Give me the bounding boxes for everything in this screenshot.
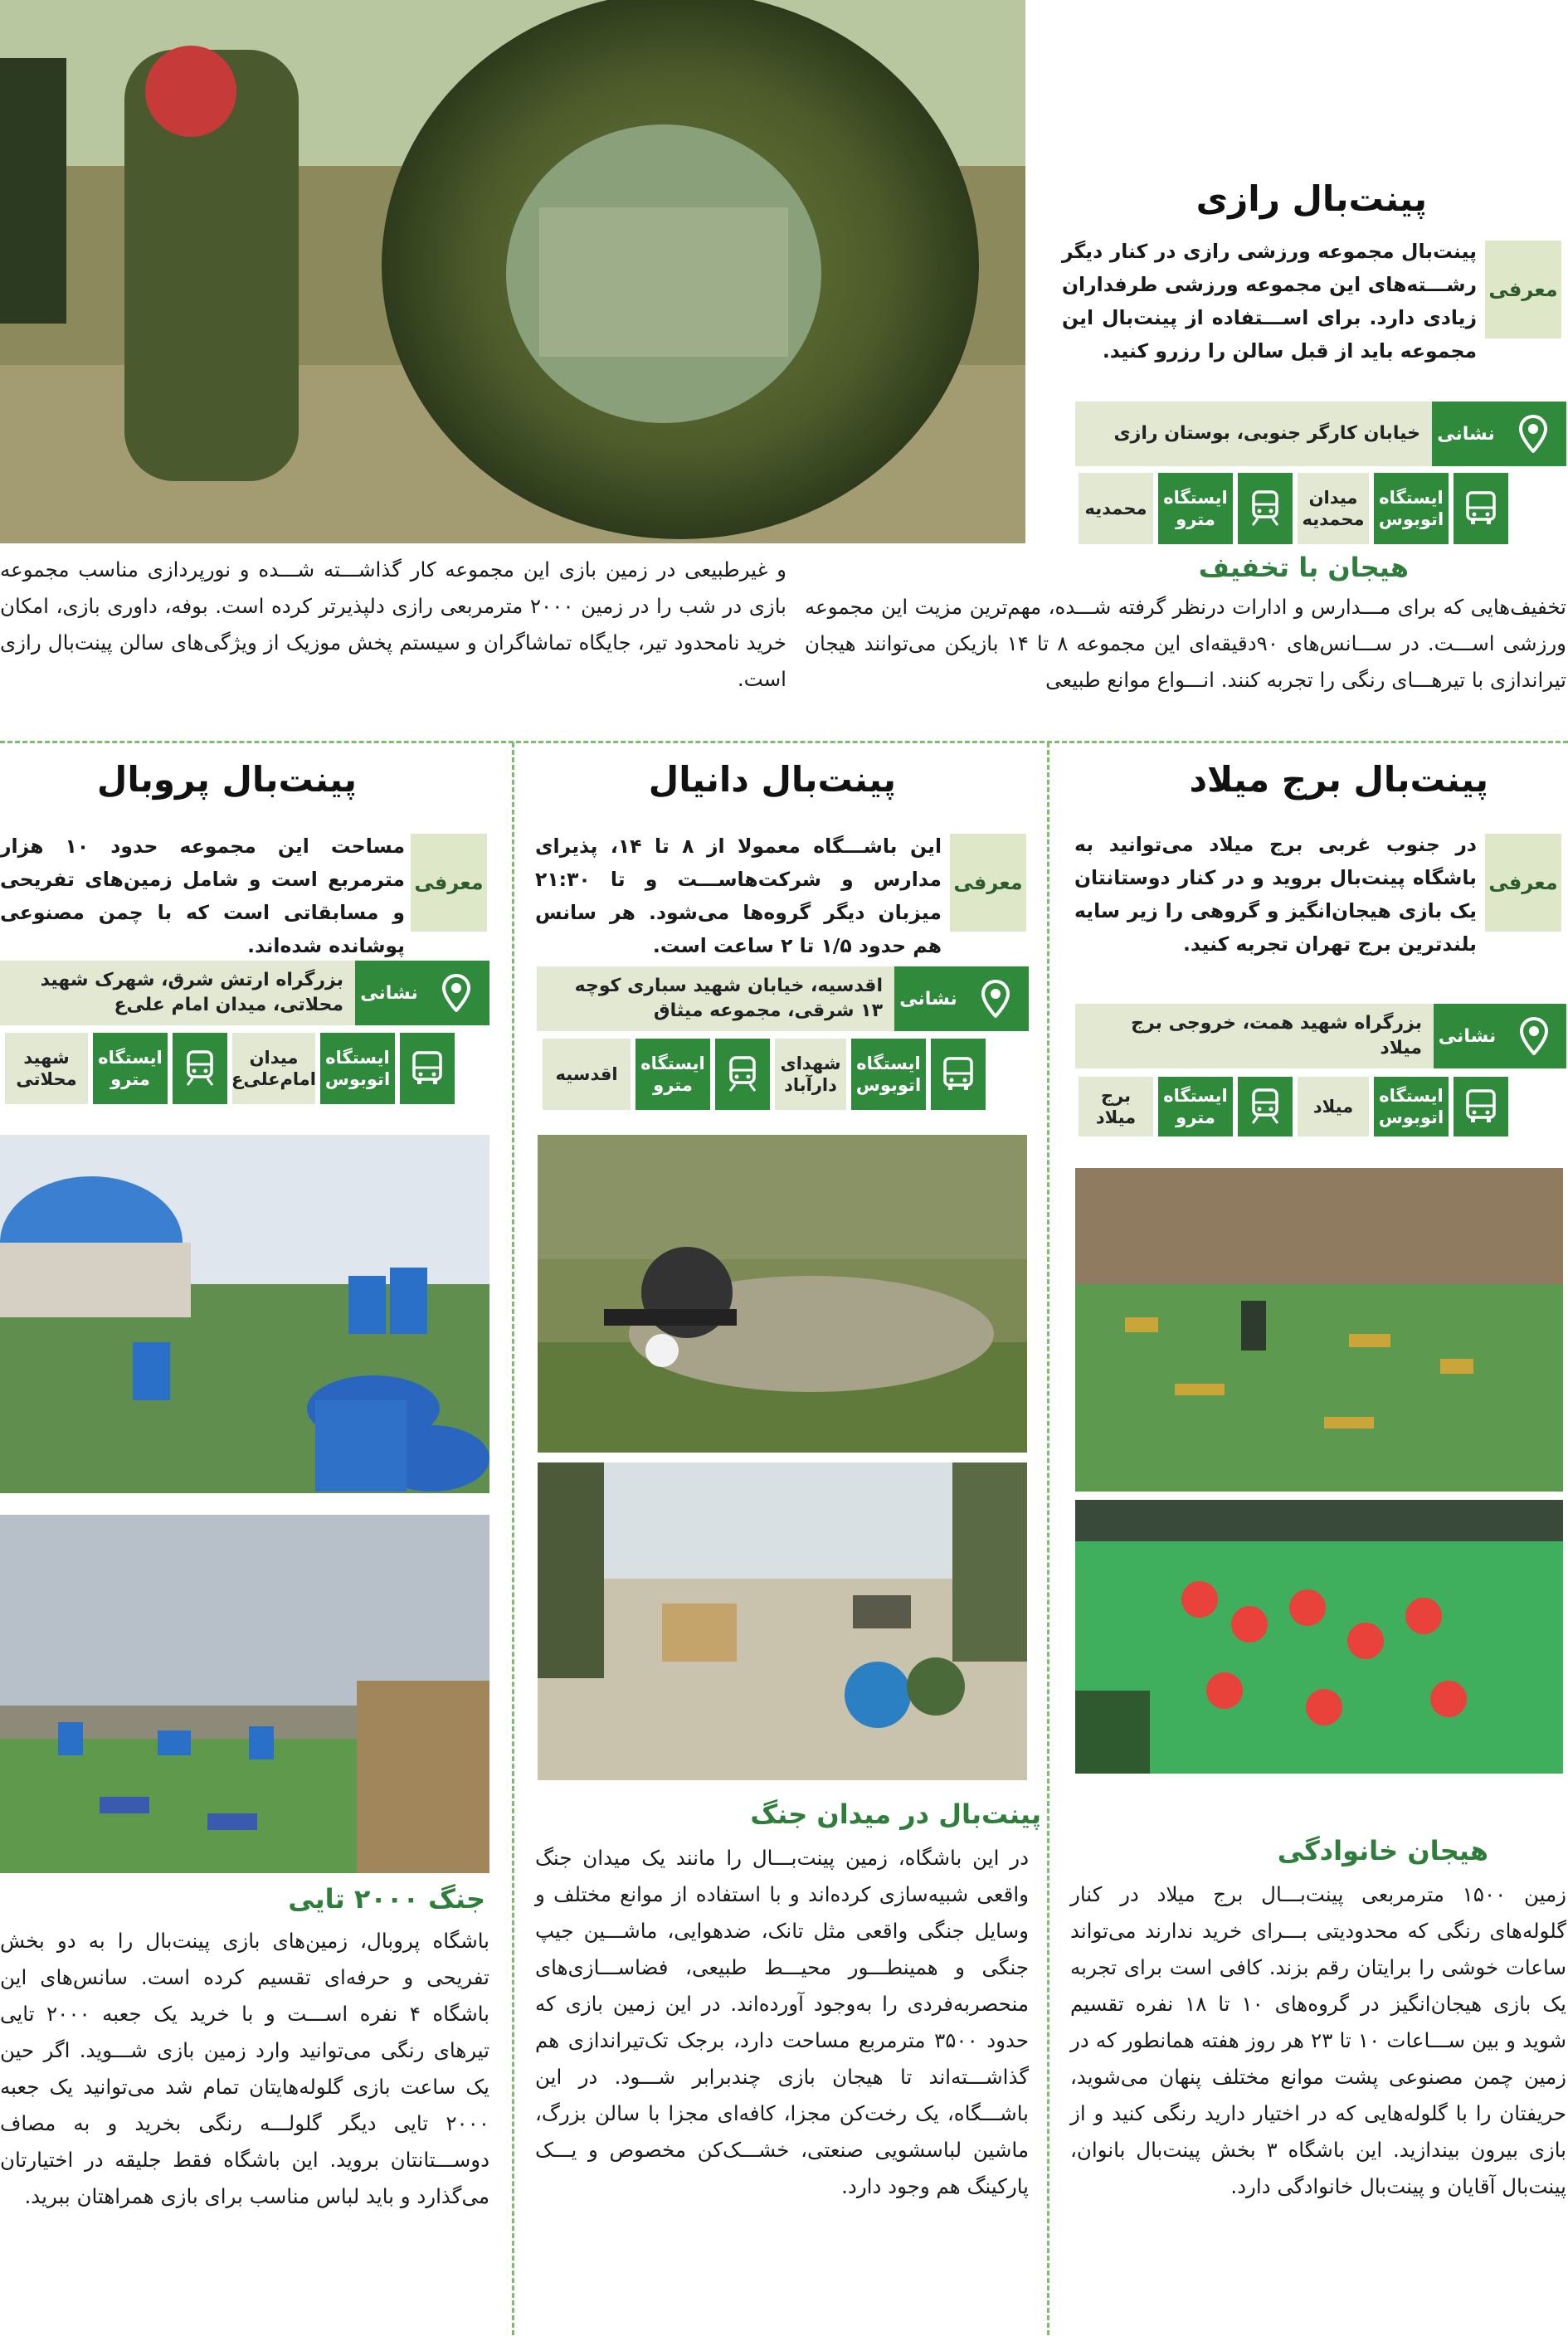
proball-address-label: نشانی [355,961,423,1025]
razi-body-left: و غیرطبیعی در زمین بازی این مجموعه کار گذاشـــته شـــده و نورپردازی مناسب مجموعه بازی در شب را در زمین ۲۰۰۰ مترمربعی رازی دلپذیرتر کرده است. بوفه، داوری بازی، امکان خرید نامحدود تیر، جایگاه تماشاگران و سیستم پخش موزیک از ویژگی‌های سالن پینت‌بال رازی است. [0,557,786,691]
razi-metro-value: محمدیه [1079,473,1153,544]
bus-icon [400,1033,455,1104]
proball-address-text: بزرگراه ارتش شرق، شهرک شهید محلاتی، میدان امام علی‌ع [40,970,343,1015]
danial-body: در این باشگاه، زمین پینت‌بـــال را مانند یک میدان جنگ واقعی شبیه‌سازی کرده‌اند و با استفاده از موانع مختلف و وسایل جنگی واقعی مثل تانک، ضدهوایی، ماشـــین جیپ جنگی و همینطـــور محیـــط طبیعی، فضاســـازی‌های منحصربه‌فردی را به‌وجود آورده‌اند. در این زمین بازی که حدود ۳۵۰۰ مترمربع مساحت دارد، برجک تک‌تیراندازی هم گذاشـــته‌اند تا هیجان بازی چندبرابر شـــود. در این باشـــگاه، یک رخت‌کن مجزا، کافه‌ای مجزا با سالن بزرگ، ماشین لباسشویی صنعتی، خشـــک‌کن مخصوص و یـــک پارکینگ هم وجود دارد. [535,1846,1030,2198]
milad-metro-label: ایستگاه مترو [1158,1077,1233,1136]
proball-address-row [0,961,489,1025]
section-divider [0,741,1568,743]
razi-address-row [1075,402,1566,466]
milad-subhead: هیجان خانوادگی [1277,1835,1488,1866]
danial-bus-label: ایستگاه اتوبوس [851,1039,926,1110]
danial-prone-player-photo [538,1135,1027,1453]
milad-address-text: بزرگراه شهید همت، خروجی برج میلاد [1131,1013,1423,1059]
proball-blue-barrels-photo [0,1135,489,1493]
milad-intro-text: در جنوب غربی برج میلاد می‌توانید به باشگاه پینت‌بال بروید و در کنار دوستانتان یک بازی هیجان‌انگیز و گروهی را زیر سایه بلندترین برج تهران تجربه کنید. [1074,833,1477,956]
proball-body: باشگاه پروبال، زمین‌های بازی پینت‌بال را به دو بخش تفریحی و حرفه‌ای تقسیم کرده است. سانس‌های این باشگاه ۴ نفره اســـت و با خرید یک جعبه ۲۰۰۰ تایی تیرهای رنگی می‌توانید وارد زمین بازی شـــوید. اگر حین یک ساعت بازی گلوله‌هایتان تمام شد می‌توانید یک جعبه ۲۰۰۰ تایی دیگر گلولـــه رنگی بخرید و به مصاف دوســـتانتان بروید. این باشگاه فقط جلیقه در اختیارتان می‌گذارد و باید لباس مناسب برای بازی همراهتان ببرید. [0,1929,489,2208]
proball-metro-label: ایستگاه مترو [93,1033,168,1104]
razi-subhead: هیجان با تخفیف [1198,552,1409,583]
razi-address-label: نشانی [1432,402,1500,466]
metro-train-icon [715,1039,770,1110]
location-pin-icon [1501,1004,1566,1068]
metro-train-icon [1238,1077,1293,1136]
danial-bus-value: شهدای دارآباد [775,1039,846,1110]
milad-transit-row [1079,1077,1508,1136]
column-divider-left [512,742,514,2335]
metro-train-icon [173,1033,227,1104]
milad-bus-value: میلاد [1298,1077,1369,1136]
danial-address-text: اقدسیه، خیابان شهید سباری کوچه ۱۳ شرقی، مجموعه میثاق [574,976,883,1021]
location-pin-icon [1500,402,1566,466]
proball-transit-row [5,1033,455,1104]
column-divider-right [1047,742,1049,2335]
razi-metro-label: ایستگاه مترو [1158,473,1233,544]
proball-open-field-photo [0,1515,489,1873]
bus-icon [1454,473,1508,544]
proball-subhead: جنگ ۲۰۰۰ تایی [288,1883,485,1915]
danial-metro-value: اقدسیه [543,1039,631,1110]
danial-transit-row [543,1039,986,1110]
razi-address-text: خیابان کارگر جنوبی، بوستان رازی [1113,423,1420,444]
danial-address-row [537,966,1029,1031]
danial-tank-field-photo [538,1463,1027,1780]
danial-intro-label: معرفی [950,834,1026,932]
danial-address-label: نشانی [894,966,962,1031]
proball-bus-label: ایستگاه اتوبوس [320,1033,395,1104]
milad-bus-label: ایستگاه اتوبوس [1374,1077,1449,1136]
danial-title: پینت‌بال دانیال [648,759,896,800]
razi-tire-player-photo [0,0,1025,543]
razi-title: پینت‌بال رازی [1195,178,1427,219]
razi-transit-row [1079,473,1508,544]
milad-title: پینت‌بال برج میلاد [1189,759,1488,800]
metro-train-icon [1238,473,1293,544]
proball-intro-label: معرفی [411,834,487,932]
danial-metro-label: ایستگاه مترو [635,1039,710,1110]
location-pin-icon [423,961,489,1025]
milad-intro-label: معرفی [1485,834,1561,932]
razi-intro-label: معرفی [1485,241,1561,338]
proball-bus-value: میدان امام‌علی‌ع [232,1033,315,1104]
location-pin-icon [962,966,1029,1031]
milad-aerial-field-photo [1075,1168,1563,1492]
proball-metro-value: شهید محلاتی [5,1033,88,1104]
proball-title: پینت‌بال پروبال [96,759,357,800]
bus-icon [1454,1077,1508,1136]
milad-red-obstacles-photo [1075,1500,1563,1774]
milad-address-label: نشانی [1434,1004,1501,1068]
razi-body-right: تخفیف‌هایی که برای مـــدارس و ادارات درنظر گرفته شـــده، مهم‌ترین مزیت این مجموعه ورزشی اســـت. در ســـانس‌های ۹۰دقیقه‌ای این مجموعه ۸ تا ۱۴ بازیکن می‌توانند هیجان تیراندازی با تیرهـــای رنگی را تجربه کنند. انـــواع موانع طبیعی [805,595,1566,692]
danial-intro-text: این باشـــگاه معمولا از ۸ تا ۱۴، پذیرای مدارس و شرکت‌هاســـت و تا ۲۱:۳۰ میزبان دیگر گروه‌ها می‌شود. هر سانس هم حدود ۱/۵ تا ۲ ساعت است. [535,835,942,957]
milad-body: زمین ۱۵۰۰ مترمربعی پینت‌بـــال برج میلاد در کنار گلوله‌های رنگی که محدودیتی بـــرای خرید ندارند می‌تواند ساعات خوشی را برایتان رقم بزند. کافی است برای تجربه یک بازی هیجان‌انگیز در گروه‌های ۱۰ تا ۱۸ نفره تقسیم شوید و بین ســـاعات ۱۰ تا ۲۳ هر روز هفته همانطور که در زمین چمن مصنوعی پشت موانع مختلف پنهان می‌شوید، حریفتان را با گلوله‌هایی که در اختیار دارید رنگی کنید و از بازی بیرون بیندازید. این باشگاه ۳ بخش پینت‌بال بانوان، پینت‌بال آقایان و پینت‌بال خانوادگی دارد. [1070,1882,1566,2198]
razi-intro-text: پینت‌بال مجموعه ورزشی رازی در کنار دیگر رشـــته‌های این مجموعه ورزشی طرفداران زیادی دارد. برای اســـتفاده از پینت‌بال این مجموعه باید از قبل سالن را رزرو کنید. [1062,240,1477,363]
razi-bus-value: میدان محمدیه [1298,473,1369,544]
danial-subhead: پینت‌بال در میدان جنگ [750,1798,1041,1830]
milad-address-row [1075,1004,1566,1068]
proball-intro-text: مساحت این مجموعه حدود ۱۰ هزار مترمربع است و شامل زمین‌های تفریحی و مسابقاتی است که با چمن مصنوعی پوشانده شده‌اند. [0,835,405,957]
razi-bus-label: ایستگاه اتوبوس [1374,473,1449,544]
bus-icon [931,1039,986,1110]
milad-metro-value: برج میلاد [1079,1077,1153,1136]
